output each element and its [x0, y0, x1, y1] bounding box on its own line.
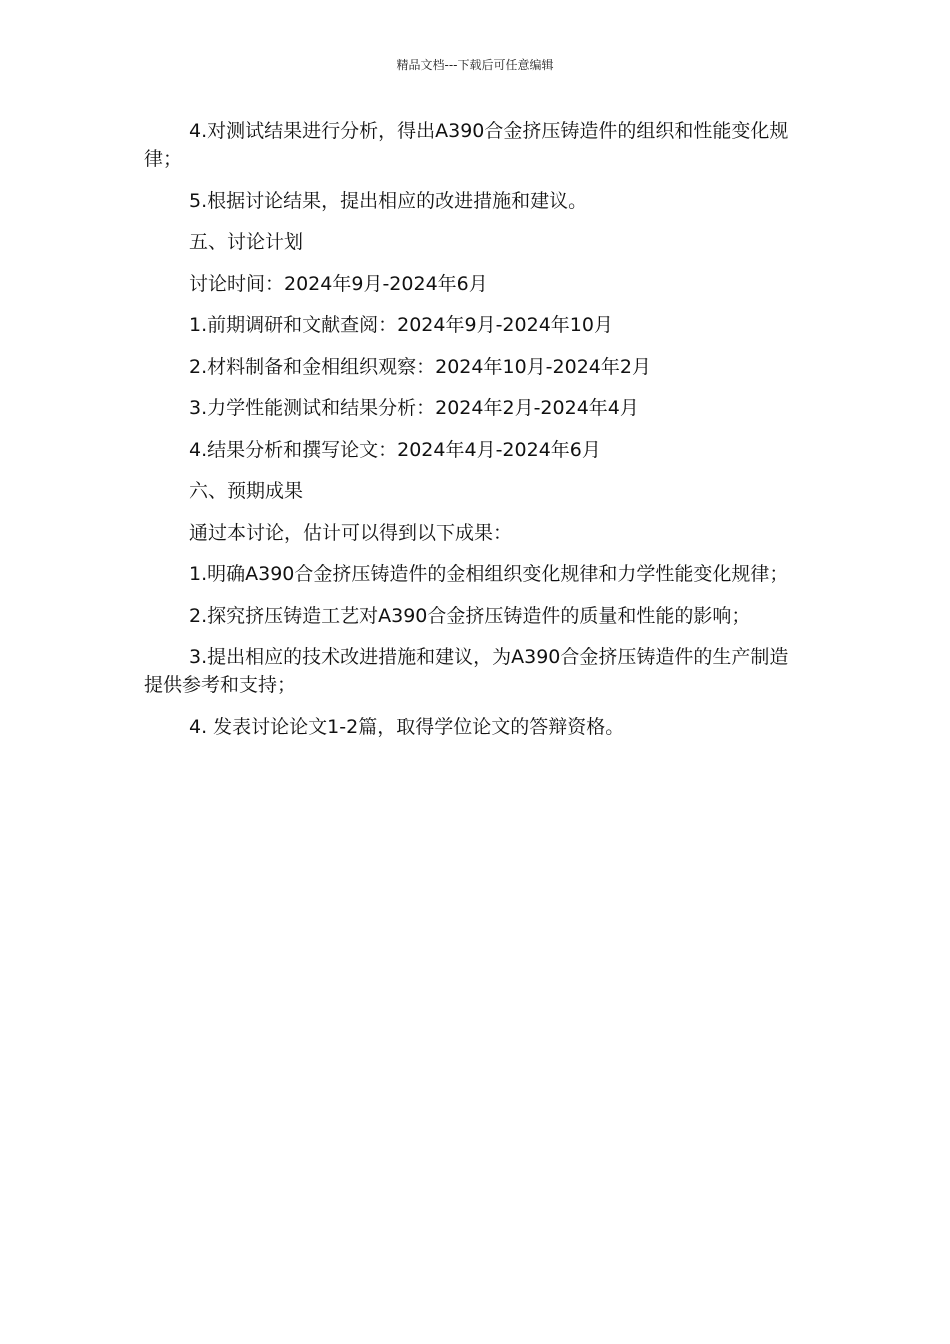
result-item-3: 3.提出相应的技术改进措施和建议，为A390合金挤压铸造件的生产制造提供参考和支持； [144, 646, 789, 696]
result-item-4: 4. 发表讨论论文1-2篇，取得学位论文的答辩资格。 [189, 715, 625, 738]
result-item-2: 2.探究挤压铸造工艺对A390合金挤压铸造件的质量和性能的影响； [189, 604, 751, 627]
paragraph-results-intro: 通过本讨论，估计可以得到以下成果： [189, 521, 513, 544]
document-body [144, 117, 804, 754]
paragraph-item-4-analysis: 4.对测试结果进行分析，得出A390合金挤压铸造件的组织和性能变化规律； [144, 120, 789, 170]
schedule-item-1: 1.前期调研和文献查阅：2024年9月-2024年10月 [189, 314, 613, 336]
schedule-item-2: 2.材料制备和金相组织观察：2024年10月-2024年2月 [189, 355, 651, 378]
schedule-item-4: 4.结果分析和撰写论文：2024年4月-2024年6月 [189, 438, 601, 461]
page-header: 精品文档---下载后可任意编辑 [396, 58, 554, 72]
paragraph-schedule-time: 讨论时间：2024年9月-2024年6月 [189, 272, 488, 295]
result-item-1: 1.明确A390合金挤压铸造件的金相组织变化规律和力学性能变化规律； [189, 563, 789, 585]
section-heading-plan: 五、讨论计划 [189, 231, 304, 253]
section-heading-expected-results: 六、预期成果 [189, 480, 304, 502]
paragraph-item-5-suggestions: 5.根据讨论结果，提出相应的改进措施和建议。 [189, 189, 588, 212]
schedule-item-3: 3.力学性能测试和结果分析：2024年2月-2024年4月 [189, 397, 639, 419]
